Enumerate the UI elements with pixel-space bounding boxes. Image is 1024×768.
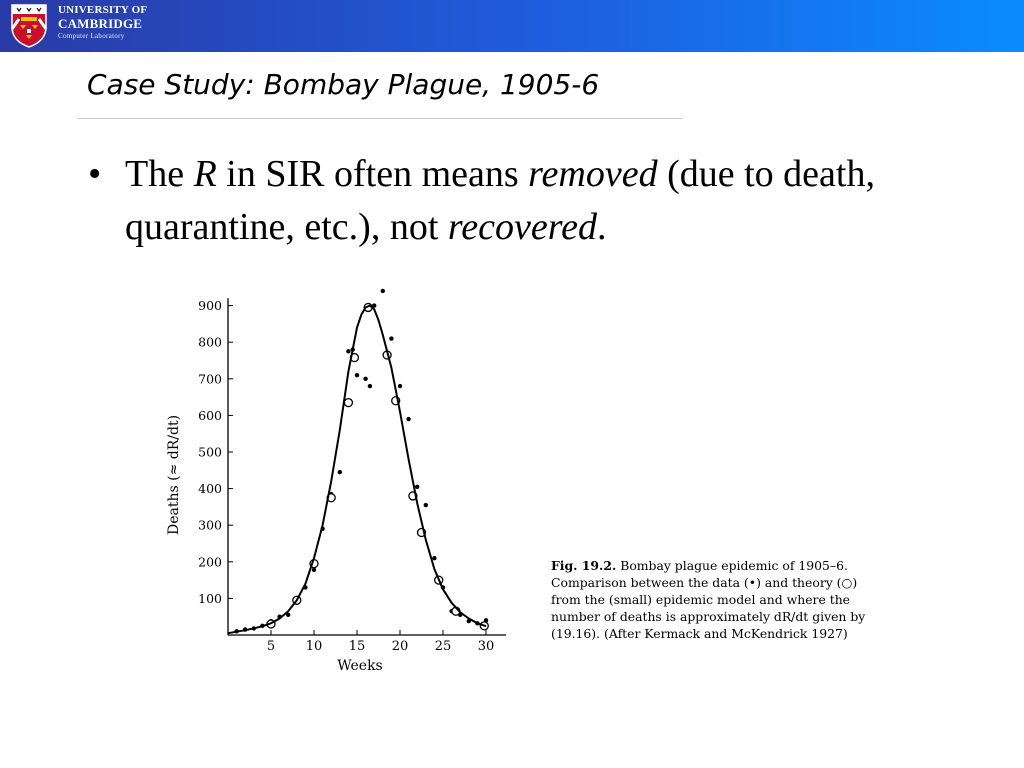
bullet-word-recovered: recovered: [447, 206, 597, 248]
data-point-dot: [415, 485, 419, 489]
data-point-dot: [312, 568, 316, 572]
y-tick-label: 500: [198, 444, 222, 460]
y-axis-label: Deaths (≈ dR/dt): [166, 414, 182, 536]
data-point-dot: [363, 377, 367, 381]
data-point-dot: [424, 503, 428, 507]
data-point-dot: [398, 384, 402, 388]
plague-chart: [150, 282, 520, 682]
y-tick-label: 100: [198, 590, 222, 606]
bullet-dot: •: [88, 153, 102, 195]
x-tick-label: 15: [348, 639, 366, 654]
x-tick-label: 30: [477, 639, 495, 654]
x-axis-label: Weeks: [337, 658, 383, 674]
caption-text: Bombay plague epidemic of 1905–6. Comparison between the data (•) and theory (○) from the (small) epidemic model and where the number of deaths is approximately dR/dt given by (19.16). (After Kermack and McKendrick 1927): [551, 558, 866, 641]
cambridge-crest-icon: [10, 3, 48, 48]
y-tick-label: 300: [198, 517, 222, 533]
y-tick-label: 800: [198, 334, 222, 350]
caption-label: Fig. 19.2.: [551, 558, 617, 573]
header-bar: [0, 0, 1024, 52]
x-tick-label: 5: [266, 639, 276, 654]
theory-point-circle: [344, 399, 352, 407]
bullet-text-part3: (due to death, quarantine, etc.), not: [125, 153, 875, 248]
data-point-dot: [389, 336, 393, 340]
data-point-dot: [368, 384, 372, 388]
x-tick-label: 25: [434, 639, 452, 654]
logo-line-2: CAMBRIDGE: [58, 16, 143, 31]
logo-line-3: Computer Laboratory: [58, 32, 125, 40]
bullet-var-r: R: [193, 153, 217, 195]
data-point-dot: [381, 289, 385, 293]
y-tick-label: 200: [198, 554, 222, 570]
bullet-word-removed: removed: [528, 153, 658, 195]
y-tick-label: 600: [198, 407, 222, 423]
bullet-text-part4: .: [596, 206, 607, 248]
y-tick-label: 700: [198, 371, 222, 387]
data-point-dot: [406, 417, 410, 421]
title-divider: [77, 118, 683, 119]
university-logo-text: [58, 4, 147, 43]
slide-title: Case Study: Bombay Plague, 1905-6: [87, 68, 600, 101]
y-tick-label: 400: [198, 481, 222, 497]
bullet-text: [125, 148, 905, 254]
figure-caption: [551, 557, 871, 642]
x-tick-label: 20: [391, 639, 409, 654]
bullet-text-part2: in SIR often means: [216, 153, 529, 195]
y-tick-label: 900: [198, 298, 222, 314]
data-point-dot: [432, 556, 436, 560]
data-point-dot: [338, 470, 342, 474]
data-point-dot: [346, 349, 350, 353]
data-point-dot: [355, 373, 359, 377]
bullet-text-part1: The: [125, 153, 194, 195]
logo-line-1: UNIVERSITY OF: [58, 4, 148, 16]
x-tick-label: 10: [305, 639, 323, 654]
